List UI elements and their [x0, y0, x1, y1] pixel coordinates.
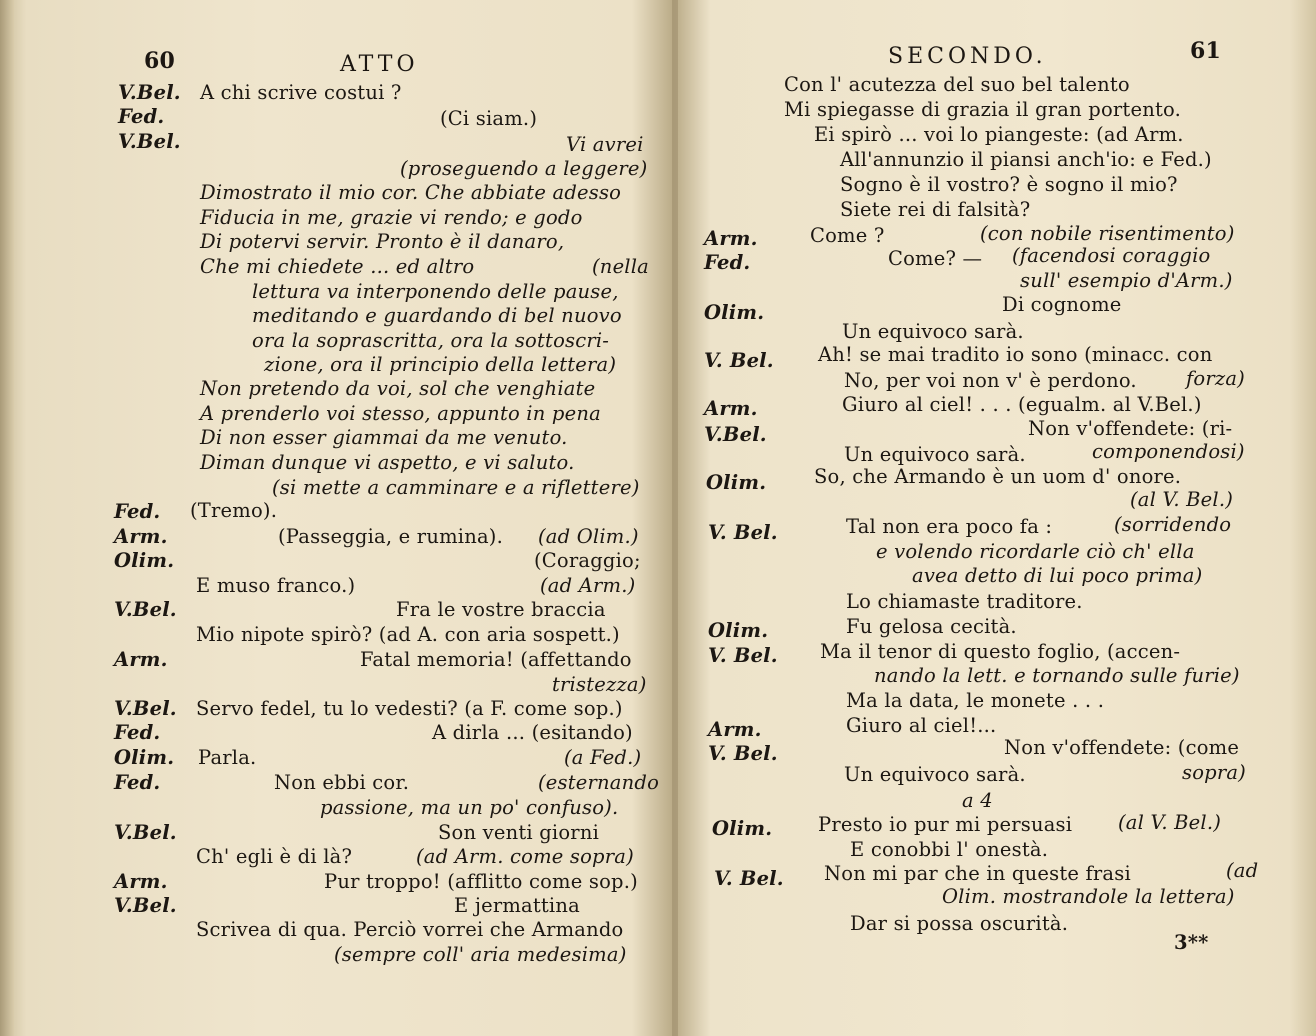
- text-line: Mio nipote spirò? (ad A. con aria sospett.): [196, 623, 620, 646]
- speaker-label: Arm.: [114, 870, 168, 893]
- text-line: Fiducia in me, grazie vi rendo; e godo: [200, 206, 583, 229]
- text-line: No, per voi non v' è perdono.: [844, 369, 1137, 392]
- stage-direction: zione, ora il principio della lettera): [264, 353, 617, 376]
- text-line: Lo chiamaste traditore.: [846, 590, 1083, 613]
- speaker-label: Arm.: [114, 648, 168, 671]
- stage-direction: sull' esempio d'Arm.): [1020, 269, 1233, 292]
- text-line: A dirla ... (esitando): [432, 721, 633, 744]
- text-line: Un equivoco sarà.: [844, 443, 1026, 466]
- text-line: Che mi chiedete ... ed altro: [200, 255, 475, 278]
- text-line: Mi spiegasse di grazia il gran portento.: [784, 98, 1181, 121]
- speaker-label: V.Bel.: [114, 894, 177, 917]
- text-line: A chi scrive costui ?: [200, 81, 402, 104]
- text-line: Parla.: [198, 746, 257, 769]
- text-line: (Coraggio;: [534, 549, 641, 572]
- stage-direction: componendosi): [1092, 440, 1245, 463]
- stage-direction: (ad Olim.): [538, 525, 639, 548]
- stage-direction: (facendosi coraggio: [1012, 244, 1211, 267]
- ensemble-marker: a 4: [962, 789, 993, 812]
- stage-direction: (al V. Bel.): [1118, 811, 1222, 834]
- speaker-label: Fed.: [114, 500, 161, 523]
- signature-mark: 3**: [1174, 931, 1209, 954]
- stage-direction: (nella: [592, 255, 650, 278]
- stage-direction: (esternando: [538, 771, 660, 794]
- text-line: (Tremo).: [190, 499, 278, 522]
- text-line: Ah! se mai tradito io sono (minacc. con: [818, 343, 1213, 366]
- text-line: Tal non era poco fa :: [846, 515, 1053, 538]
- text-line: Son venti giorni: [438, 821, 600, 844]
- text-line: Non v'offendete: (ri-: [1028, 417, 1233, 440]
- text-line: Come ?: [810, 224, 885, 247]
- stage-direction: (ad Arm. come sopra): [416, 845, 634, 868]
- speaker-label: V.Bel.: [704, 423, 767, 446]
- speaker-label: Arm.: [704, 227, 758, 250]
- speaker-label: Olim.: [706, 471, 767, 494]
- stage-direction: forza): [1186, 367, 1245, 390]
- stage-direction: avea detto di lui poco prima): [912, 564, 1203, 587]
- speaker-label: V. Bel.: [708, 521, 778, 544]
- stage-direction: (con nobile risentimento): [980, 222, 1235, 245]
- speaker-label: V. Bel.: [708, 742, 778, 765]
- page-number: 61: [1190, 38, 1222, 64]
- speaker-label: V. Bel.: [714, 867, 784, 890]
- speaker-label: Fed.: [114, 771, 161, 794]
- text-line: Giuro al ciel! . . . (egualm. al V.Bel.): [842, 393, 1202, 416]
- text-line: Non pretendo da voi, sol che venghiate: [200, 377, 596, 400]
- stage-direction: (proseguendo a leggere): [400, 157, 648, 180]
- text-line: Fra le vostre braccia: [396, 598, 606, 621]
- text-line: Ma il tenor di questo foglio, (accen-: [820, 640, 1181, 663]
- stage-direction: lettura va interponendo delle pause,: [252, 280, 619, 303]
- left-page: [14, 0, 672, 1036]
- text-line: (Passeggia, e rumina).: [278, 525, 503, 548]
- speaker-label: V. Bel.: [708, 644, 778, 667]
- page-edge: [0, 0, 14, 1036]
- stage-direction: meditando e guardando di bel nuovo: [252, 304, 622, 327]
- stage-direction: (si mette a camminare e a riflettere): [272, 476, 640, 499]
- stage-direction: passione, ma un po' confuso).: [320, 796, 619, 819]
- text-line: Di cognome: [1002, 293, 1122, 316]
- text-line: Ei spirò ... voi lo piangeste: (ad Arm.: [814, 123, 1184, 146]
- speaker-label: Fed.: [704, 251, 751, 274]
- speaker-label: V.Bel.: [118, 130, 181, 153]
- speaker-label: Olim.: [708, 619, 769, 642]
- text-line: Con l' acutezza del suo bel talento: [784, 73, 1130, 96]
- text-line: Ch' egli è di là?: [196, 845, 353, 868]
- speaker-label: V. Bel.: [704, 349, 774, 372]
- text-line: Sogno è il vostro? è sogno il mio?: [840, 173, 1178, 196]
- stage-direction: (al V. Bel.): [1130, 488, 1234, 511]
- text-line: Siete rei di falsità?: [840, 198, 1031, 221]
- running-header: ATTO: [340, 52, 419, 77]
- stage-direction: (a Fed.): [564, 746, 642, 769]
- speaker-label: Olim.: [114, 746, 175, 769]
- stage-direction: (ad Arm.): [540, 574, 636, 597]
- speaker-label: Arm.: [708, 718, 762, 741]
- text-line: Pur troppo! (afflitto come sop.): [324, 870, 638, 893]
- text-line: Fu gelosa cecità.: [846, 615, 1017, 638]
- text-line: Diman dunque vi aspetto, e vi saluto.: [200, 451, 575, 474]
- text-line: All'annunzio il piansi anch'io: e Fed.): [840, 148, 1212, 171]
- page-number: 60: [144, 48, 176, 74]
- stage-direction: (ad: [1226, 859, 1259, 882]
- speaker-label: Olim.: [114, 549, 175, 572]
- speaker-label: Arm.: [704, 397, 758, 420]
- text-line: Un equivoco sarà.: [842, 320, 1024, 343]
- text-line: Non v'offendete: (come: [1004, 736, 1240, 759]
- text-line: Giuro al ciel!...: [846, 714, 997, 737]
- speaker-label: V.Bel.: [114, 821, 177, 844]
- text-line: A prenderlo voi stesso, appunto in pena: [200, 402, 601, 425]
- text-line: Ma la data, le monete . . .: [846, 689, 1105, 712]
- text-line: E jermattina: [454, 894, 580, 917]
- speaker-label: Fed.: [118, 105, 165, 128]
- speaker-label: Arm.: [114, 525, 168, 548]
- right-page: [678, 0, 1316, 1036]
- text-line: Fatal memoria! (affettando: [360, 648, 632, 671]
- text-line: (Ci siam.): [440, 107, 538, 130]
- text-line: Come? —: [888, 247, 983, 270]
- text-line: Non ebbi cor.: [274, 771, 410, 794]
- running-header: SECONDO.: [888, 44, 1047, 69]
- text-line: Dar si possa oscurità.: [850, 912, 1069, 935]
- speaker-label: Fed.: [114, 721, 161, 744]
- stage-direction: sopra): [1182, 761, 1246, 784]
- speaker-label: Olim.: [712, 817, 773, 840]
- text-line: Vi avrei: [566, 133, 644, 156]
- stage-direction: nando la lett. e tornando sulle furie): [874, 664, 1240, 687]
- text-line: E conobbi l' onestà.: [850, 838, 1049, 861]
- speaker-label: V.Bel.: [114, 697, 177, 720]
- text-line: Scrivea di qua. Perciò vorrei che Armando: [196, 918, 624, 941]
- text-line: Non mi par che in queste frasi: [824, 862, 1131, 885]
- speaker-label: V.Bel.: [118, 81, 181, 104]
- stage-direction: (sempre coll' aria medesima): [334, 943, 627, 966]
- stage-direction: (sorridendo: [1114, 513, 1232, 536]
- text-line: Di potervi servir. Pronto è il danaro,: [200, 230, 565, 253]
- stage-direction: Olim. mostrandole la lettera): [942, 885, 1235, 908]
- text-line: Di non esser giammai da me venuto.: [200, 426, 568, 449]
- text-line: E muso franco.): [196, 574, 356, 597]
- text-line: Presto io pur mi persuasi: [818, 813, 1073, 836]
- text-line: So, che Armando è un uom d' onore.: [814, 465, 1182, 488]
- speaker-label: Olim.: [704, 301, 765, 324]
- stage-direction: ora la soprascritta, ora la sottoscri-: [252, 329, 610, 352]
- stage-direction: e volendo ricordarle ciò ch' ella: [876, 540, 1195, 563]
- text-line: Un equivoco sarà.: [844, 763, 1026, 786]
- speaker-label: V.Bel.: [114, 598, 177, 621]
- text-line: Dimostrato il mio cor. Che abbiate adesso: [200, 181, 622, 204]
- stage-direction: tristezza): [552, 673, 647, 696]
- text-line: Servo fedel, tu lo vedesti? (a F. come sop.): [196, 697, 623, 720]
